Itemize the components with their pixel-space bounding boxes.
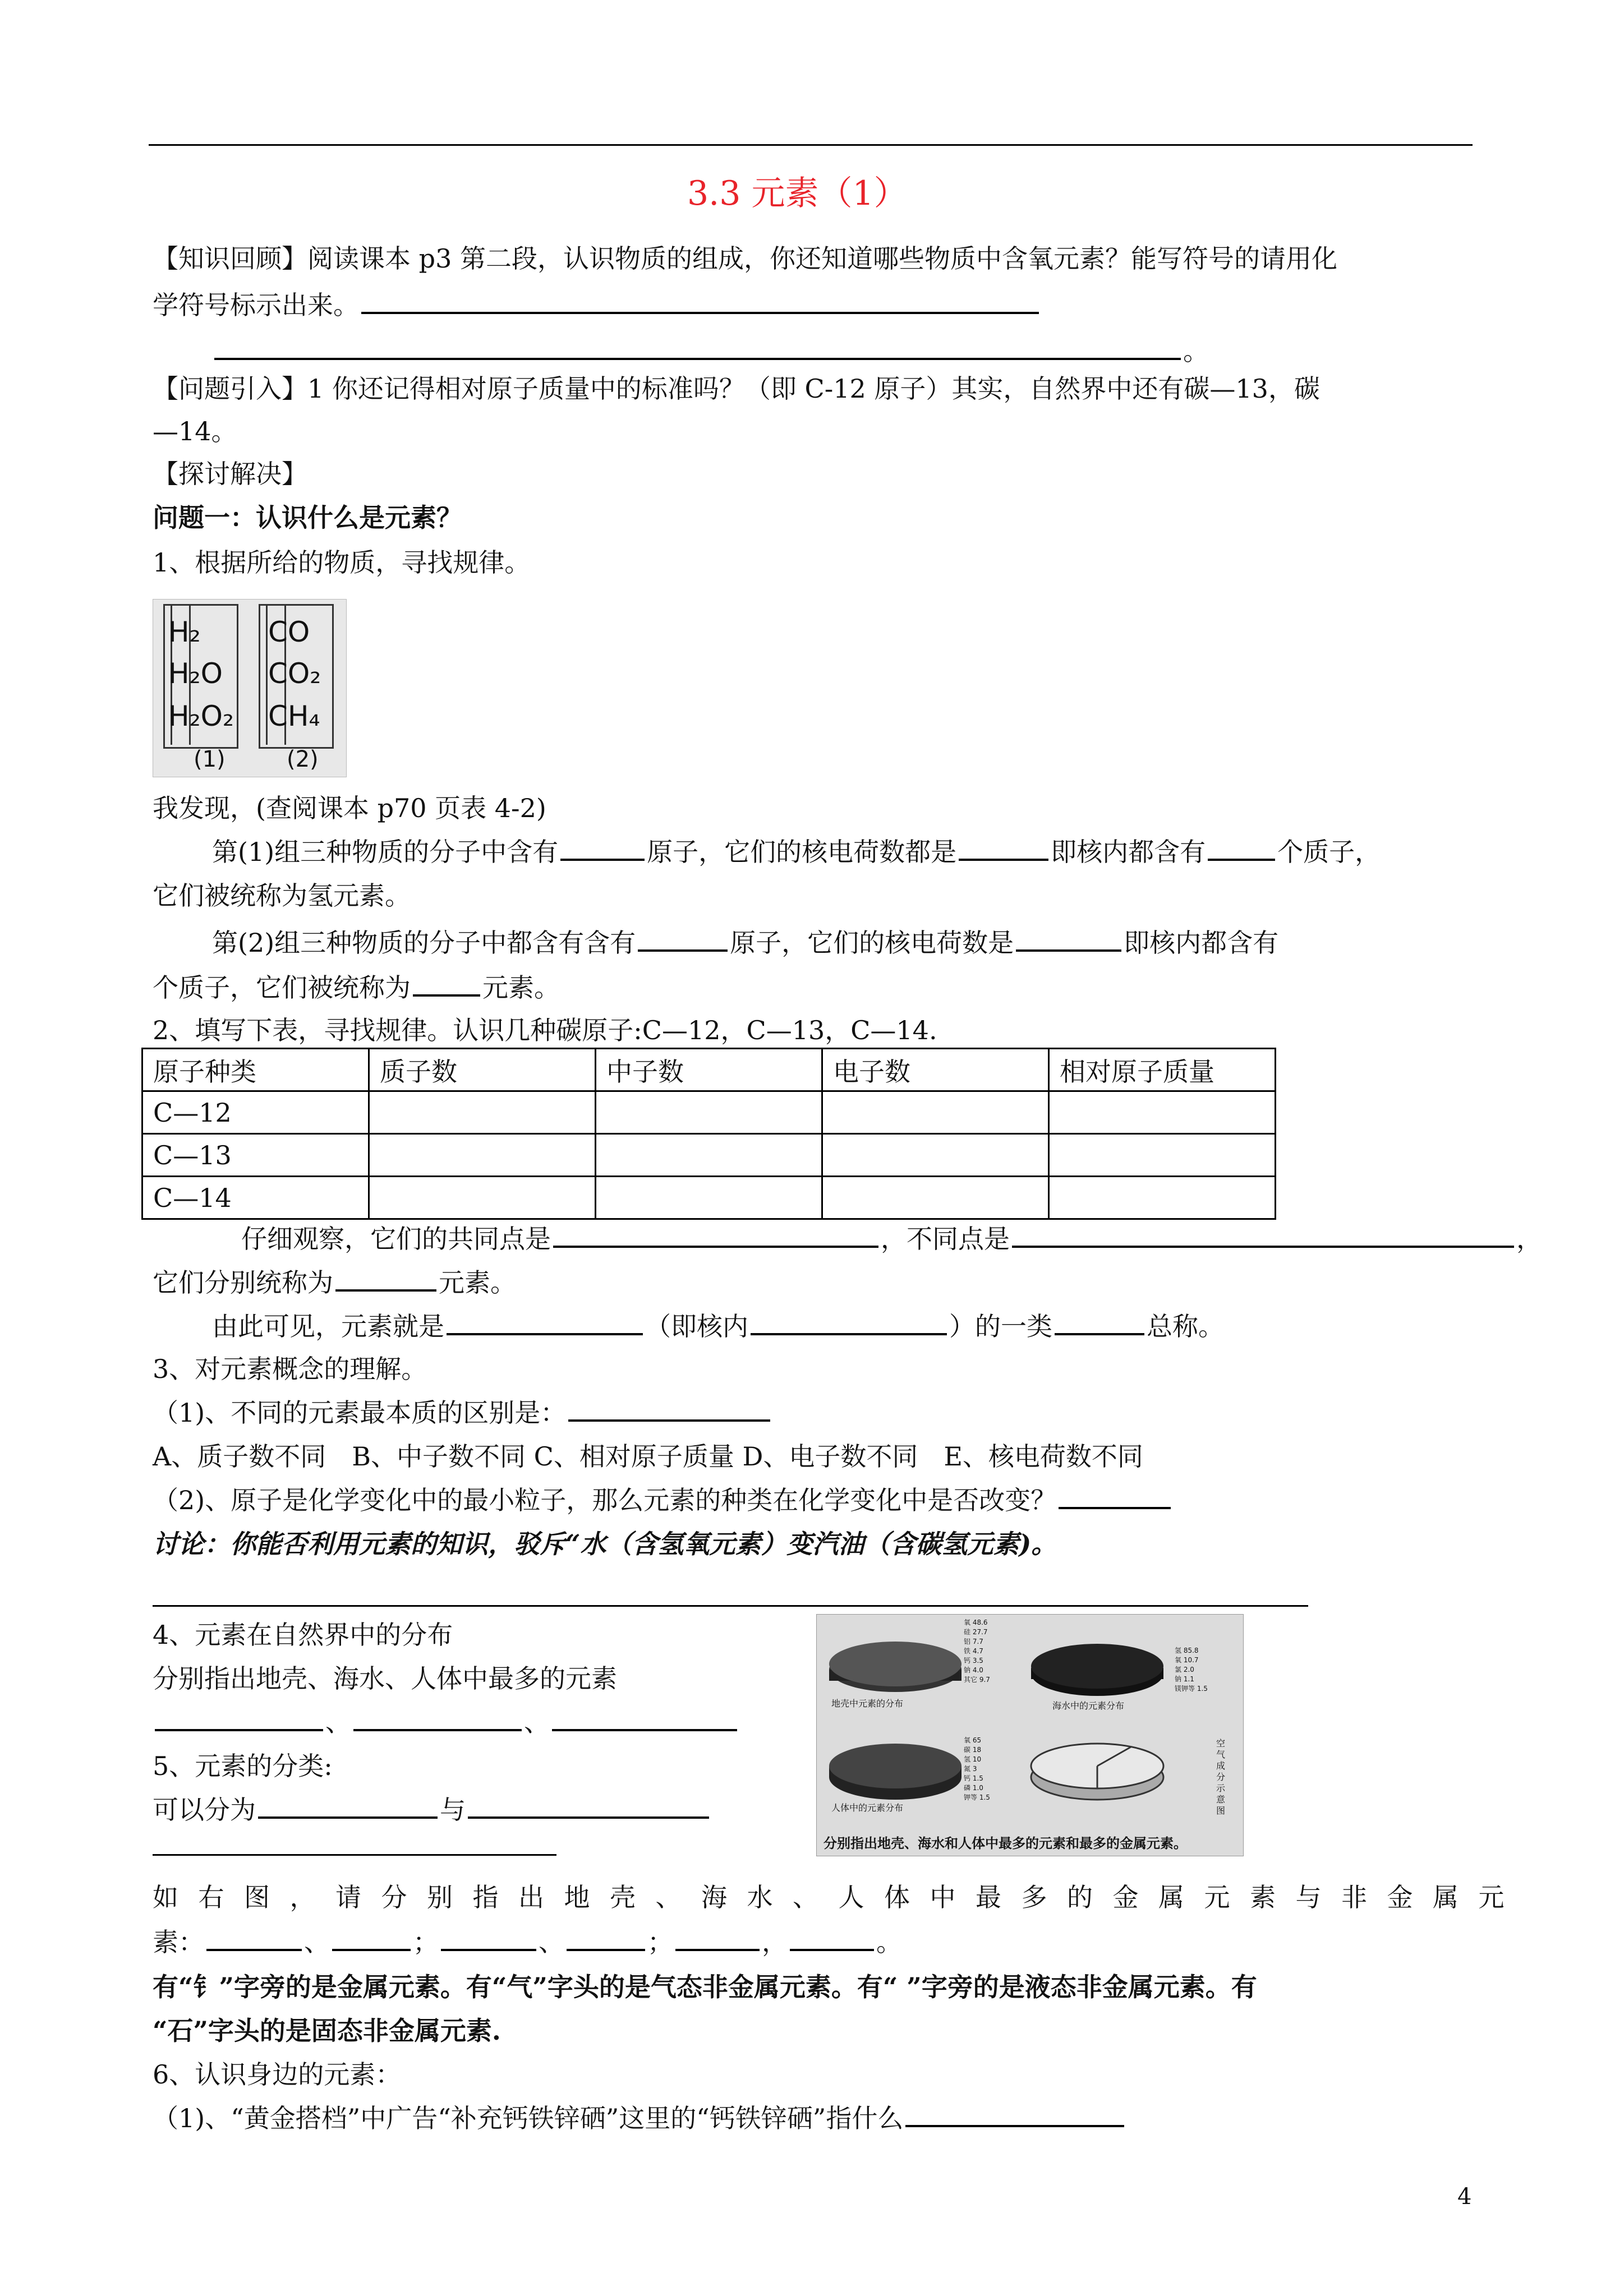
crust-element-blank[interactable] [155, 1707, 323, 1731]
item-4-sub: 分别指出地壳、海水、人体中最多的元素 [153, 1663, 617, 1694]
table-cell-input[interactable] [596, 1177, 822, 1219]
group-2-text-b: 原子，它们的核电荷数是 [730, 928, 1014, 958]
table-cell-input[interactable] [822, 1177, 1049, 1219]
classification-rule-1: 有“钅”字旁的是金属元素。有“气”字头的是气态非金属元素。有“ ”字旁的是液态非金属元素。有 [153, 1972, 1257, 2002]
body-legend [964, 1736, 990, 1802]
table-cell-input[interactable] [369, 1091, 596, 1134]
group-2-text-a: 第(2)组三种物质的分子中都含有含有 [212, 928, 636, 958]
figure-question-text: 素： [153, 1927, 204, 1957]
table-cell-input[interactable] [1049, 1177, 1276, 1219]
review-line-1: 【知识回顾】阅读课本 p3 第二段，认识物质的组成，你还知道哪些物质中含氧元素？能写符号的请用化 [153, 243, 1337, 274]
legend-item: 碳 18 [964, 1746, 982, 1754]
found-line: 我发现，(查阅课本 p70 页表 4-2) [153, 793, 546, 823]
legend-item: 磷 1.0 [964, 1784, 983, 1792]
group-1-sentence [212, 835, 1381, 869]
table-cell-input[interactable] [1049, 1091, 1276, 1134]
classification-rule-2: “石”字头的是固态非金属元素. [153, 2016, 501, 2046]
table-header-cell: 相对原子质量 [1049, 1049, 1276, 1091]
review-line-3 [212, 334, 1209, 368]
item-5-text-b: 与 [440, 1795, 466, 1825]
review-line-3-end: 。 [1183, 336, 1209, 366]
group-1-formula-1: H₂ [168, 616, 201, 648]
table-cell-input[interactable] [369, 1177, 596, 1219]
group-2-box [259, 604, 334, 749]
table-row-label: C—13 [142, 1134, 369, 1177]
legend-item: 氢 85.8 [1175, 1647, 1199, 1654]
crust-nonmetal-blank[interactable] [332, 1926, 411, 1951]
review-answer-blank-1[interactable] [361, 289, 1039, 314]
review-line-2-text: 学符号标示出来。 [153, 290, 359, 320]
group-1-text-a: 第(1)组三种物质的分子中含有 [212, 837, 559, 867]
obs-text-b: ，不同点是 [881, 1224, 1010, 1254]
essential-difference-blank[interactable] [568, 1397, 770, 1422]
table-header-cell: 电子数 [822, 1049, 1049, 1091]
crust-pie-label: 地壳中元素的分布 [831, 1698, 904, 1709]
category-answer-line[interactable] [153, 1854, 556, 1856]
answer-options: A、质子数不同 B、中子数不同 C、相对原子质量 D、电子数不同 E、核电荷数不同 [153, 1441, 1143, 1472]
legend-item: 钠 4.0 [964, 1666, 983, 1674]
group-1-text-d: 个质子， [1277, 837, 1381, 867]
def-text-d: 总称。 [1147, 1311, 1224, 1341]
discussion-answer-line[interactable] [153, 1605, 1308, 1607]
body-metal-blank[interactable] [675, 1926, 760, 1951]
group-2-formula-2: CO₂ [268, 657, 321, 690]
item-3: 3、对元素概念的理解。 [153, 1354, 427, 1384]
figure-caption: 分别指出地壳、海水和人体中最多的元素和最多的金属元素。 [823, 1836, 1187, 1851]
sub-question-2 [153, 1483, 1173, 1518]
body-pie-label: 人体中的元素分布 [831, 1802, 904, 1813]
punct: ； [647, 1927, 673, 1957]
item-2: 2、填写下表，寻找规律。认识几种碳原子:C—12，C—13，C—14. [153, 1015, 937, 1045]
punct: 、 [539, 1927, 564, 1957]
seawater-element-blank[interactable] [353, 1707, 522, 1731]
carbon-atom-table [141, 1048, 1276, 1220]
table-cell-input[interactable] [596, 1091, 822, 1134]
legend-item: 氯 2.0 [1175, 1666, 1194, 1673]
obs-text-e: 元素。 [439, 1267, 516, 1298]
group-2-text-e: 元素。 [482, 972, 560, 1003]
category-2-blank[interactable] [468, 1794, 709, 1819]
seawater-nonmetal-blank[interactable] [567, 1926, 645, 1951]
group-1-box [163, 604, 238, 749]
g1-proton-blank[interactable] [1208, 836, 1275, 861]
group-2-formula-1: CO [268, 616, 310, 648]
sub-question-1 [153, 1395, 772, 1430]
legend-item: 钙 1.5 [964, 1774, 983, 1782]
legend-item: 氧 65 [964, 1736, 982, 1744]
item-5-text-a: 可以分为 [153, 1795, 256, 1825]
punct: 、 [304, 1927, 330, 1957]
def-text-b: （即核内 [645, 1311, 748, 1341]
group-2-text-d: 个质子，它们被统称为 [153, 972, 411, 1003]
table-cell-input[interactable] [369, 1134, 596, 1177]
legend-item: 氧 10.7 [1175, 1656, 1199, 1664]
table-row [142, 1091, 1276, 1134]
table-header-cell: 质子数 [369, 1049, 596, 1091]
item-6: 6、认识身边的元素： [153, 2059, 402, 2090]
obs-text-c: ， [1516, 1224, 1542, 1254]
g1-charge-blank[interactable] [959, 836, 1048, 861]
item-1: 1、根据所给的物质，寻找规律。 [153, 547, 531, 578]
group-2-formula-3: CH₄ [268, 700, 320, 732]
legend-item: 其它 9.7 [964, 1676, 990, 1684]
legend-item: 钾等 1.5 [964, 1794, 990, 1801]
obs-text-a: 仔细观察，它们的共同点是 [241, 1224, 551, 1254]
seawater-pie-top [1031, 1644, 1163, 1689]
header-rule [149, 144, 1473, 146]
figure-question-line: 如右图，请分别指出地壳、海水、人体中最多的金属元素与非金属元 [153, 1882, 1524, 1912]
legend-item: 氧 48.6 [964, 1619, 988, 1626]
legend-item: 硅 27.7 [964, 1628, 988, 1636]
item-5: 5、元素的分类: [153, 1751, 333, 1781]
seawater-metal-blank[interactable] [441, 1926, 536, 1951]
g2-atom-blank[interactable] [638, 927, 728, 952]
table-header-cell: 中子数 [596, 1049, 822, 1091]
legend-item: 氢 10 [964, 1755, 982, 1763]
legend-item: 钠 1.1 [1175, 1675, 1194, 1683]
seawater-legend [1175, 1646, 1208, 1694]
legend-item: 氮 3 [964, 1765, 977, 1773]
table-row-label: C—14 [142, 1177, 369, 1219]
group-2-label: (2) [287, 746, 319, 772]
group-2-sentence [212, 925, 1278, 960]
table-header-cell: 原子种类 [142, 1049, 369, 1091]
atom-class-blank[interactable] [1055, 1311, 1144, 1335]
air-pie-label: 空气成分示意图 [1216, 1738, 1226, 1816]
calcium-iron-answer-blank[interactable] [905, 2103, 1124, 2127]
item-4-blanks [153, 1705, 739, 1740]
nucleus-blank[interactable] [751, 1311, 947, 1335]
figure-question-line-2 [153, 1925, 902, 1960]
table-row [142, 1177, 1276, 1219]
category-1-blank[interactable] [258, 1794, 438, 1819]
crust-legend [964, 1618, 990, 1685]
table-cell-input[interactable] [596, 1134, 822, 1177]
g2-element-blank[interactable] [413, 972, 480, 997]
legend-item: 镁钾等 1.5 [1175, 1685, 1208, 1693]
def-text-c: ）的一类 [949, 1311, 1052, 1341]
group-1-text-b: 原子，它们的核电荷数都是 [647, 837, 957, 867]
table-header-row [142, 1049, 1276, 1091]
group-1-label: (1) [194, 746, 226, 772]
discussion-prompt: 讨论：你能否利用元素的知识，驳斥“水（含氢氧元素）变汽油（含碳氢元素)。 [153, 1529, 1057, 1559]
seawater-pie-label: 海水中的元素分布 [1052, 1700, 1125, 1711]
table-cell-input[interactable] [822, 1091, 1049, 1134]
review-answer-blank-2[interactable] [214, 335, 1181, 360]
body-element-blank[interactable] [552, 1707, 737, 1731]
punct: 。 [876, 1927, 902, 1957]
obs-text-d: 它们分别统称为 [153, 1267, 333, 1298]
discuss-heading: 【探讨解决】 [153, 459, 307, 489]
group-1-formula-2: H₂O [168, 657, 223, 690]
difference-blank[interactable] [1012, 1223, 1514, 1248]
separator: 、 [325, 1707, 351, 1737]
observation-line [241, 1221, 1542, 1256]
change-answer-blank[interactable] [1059, 1484, 1171, 1509]
item-4: 4、元素在自然界中的分布 [153, 1620, 453, 1650]
table-row-label: C—12 [142, 1091, 369, 1134]
group-2-text-c: 即核内都含有 [1124, 928, 1279, 958]
def-text-a: 由此可见，元素就是 [212, 1311, 444, 1341]
body-pie-top [829, 1744, 961, 1788]
review-line-2 [153, 288, 1041, 322]
table-cell-input[interactable] [822, 1134, 1049, 1177]
intro-line-2: —14。 [153, 416, 237, 446]
formula-figure [153, 599, 347, 777]
common-point-blank[interactable] [553, 1223, 878, 1248]
legend-item: 钙 3.5 [964, 1657, 983, 1665]
crust-metal-blank[interactable] [206, 1926, 302, 1951]
item-6-sub [153, 2101, 1126, 2136]
question-one-title: 问题一：认识什么是元素？ [153, 502, 462, 533]
group-1-sentence-end: 它们被统称为氢元素。 [153, 880, 411, 911]
group-1-text-c: 即核内都含有 [1051, 837, 1206, 867]
g2-charge-blank[interactable] [1016, 927, 1121, 952]
collective-name-blank[interactable] [335, 1267, 436, 1292]
group-1-formula-3: H₂O₂ [168, 700, 234, 732]
punct: ， [762, 1927, 788, 1957]
body-nonmetal-blank[interactable] [790, 1926, 874, 1951]
sub-question-2-text: （2)、原子是化学变化中的最小粒子，那么元素的种类在化学变化中是否改变？ [153, 1485, 1057, 1515]
group-2-sentence-end [153, 970, 560, 1005]
g1-atom-blank[interactable] [560, 836, 645, 861]
item-5-sub [153, 1792, 711, 1827]
observation-line-2 [153, 1265, 516, 1300]
definition-line [212, 1309, 1224, 1344]
intro-line-1: 【问题引入】1 你还记得相对原子质量中的标准吗？（即 C-12 原子）其实，自然界中还有碳—13，碳 [153, 374, 1320, 404]
item-6-sub-text: （1)、“黄金搭档”中广告“补充钙铁锌硒”这里的“钙铁锌硒”指什么 [153, 2103, 904, 2133]
element-distribution-figure [816, 1614, 1244, 1856]
punct: ； [413, 1927, 439, 1957]
crust-pie-top [829, 1642, 961, 1686]
separator: 、 [524, 1707, 550, 1737]
table-cell-input[interactable] [1049, 1134, 1276, 1177]
table-row [142, 1134, 1276, 1177]
page-number: 4 [1457, 2184, 1472, 2210]
legend-item: 铝 7.7 [964, 1638, 983, 1645]
sub-question-1-text: （1)、不同的元素最本质的区别是： [153, 1398, 567, 1428]
page-title: 3.3 元素（1） [687, 174, 908, 213]
legend-item: 铁 4.7 [964, 1647, 983, 1655]
element-definition-blank[interactable] [447, 1311, 643, 1335]
